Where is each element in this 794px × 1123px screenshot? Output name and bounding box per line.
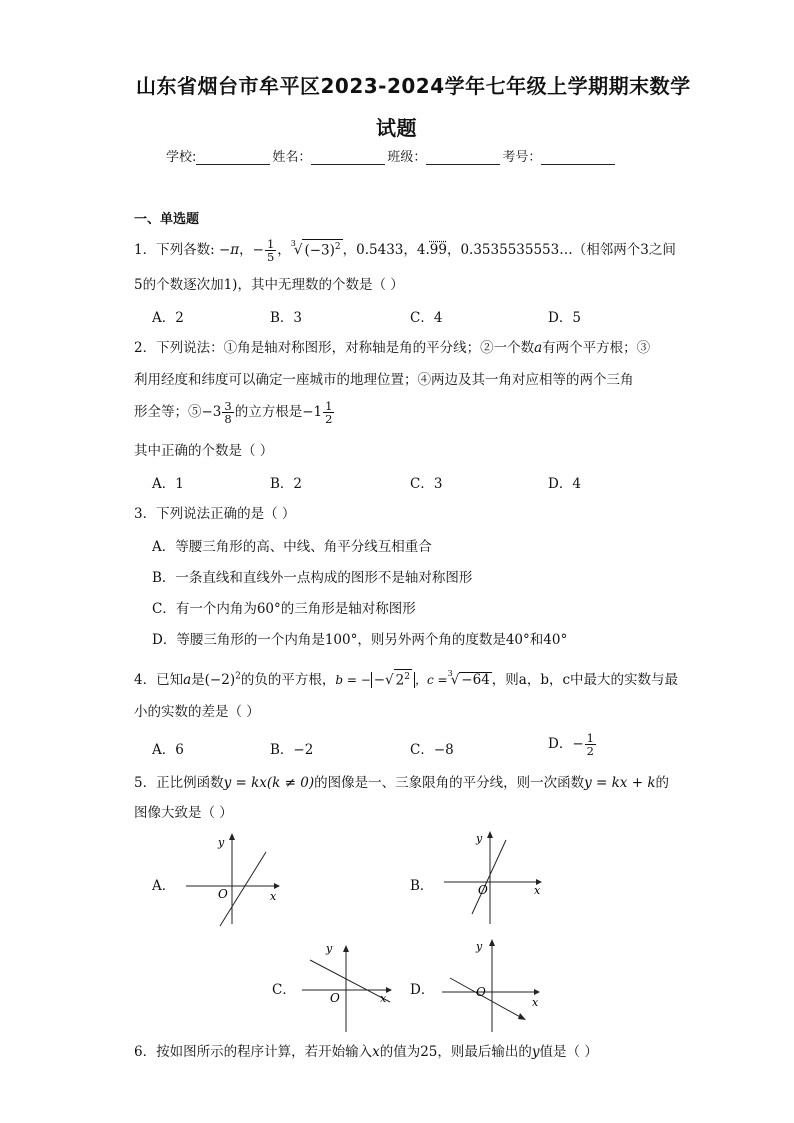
y-label: y bbox=[326, 942, 333, 955]
q1-option-c[interactable]: C．4 bbox=[410, 310, 443, 326]
question-4-line2: 小的实数的差是（ ） bbox=[134, 704, 260, 720]
question-4-line1: 4．已知a是$(-2)^2$的负的平方根，b = − −√ $2^2$ ，c =$^3$√ −64 ，则a，b，c中最大的实数与最 bbox=[134, 669, 679, 688]
q2-option-a[interactable]: A．1 bbox=[152, 476, 184, 492]
q2-frac-1-num: 3 bbox=[224, 399, 232, 413]
q4-option-d-frac bbox=[585, 732, 596, 757]
origin-label: O bbox=[218, 887, 228, 901]
q1-option-a[interactable]: A．2 bbox=[152, 310, 184, 326]
x-arrow-icon bbox=[386, 987, 392, 993]
q4-d-num: 1 bbox=[586, 731, 594, 745]
q4-b-radicand bbox=[394, 669, 412, 689]
student-info-line bbox=[166, 146, 617, 165]
q1-radicand-base: (−3) bbox=[304, 242, 335, 258]
q4-mid: 是 bbox=[191, 672, 205, 688]
class-label: 班级： bbox=[387, 150, 427, 165]
q6-var-x: x bbox=[372, 1044, 380, 1060]
q4-pre: 4．已知 bbox=[134, 672, 184, 688]
q4-post: 的负的平方根， bbox=[240, 672, 336, 688]
q2-frac-2-num: 1 bbox=[325, 399, 333, 413]
q4-base: (−2) bbox=[204, 672, 236, 688]
x-label: x bbox=[380, 992, 387, 1005]
y-label: y bbox=[476, 832, 483, 845]
origin-label: O bbox=[476, 985, 486, 999]
q1-sep-1: ， bbox=[239, 242, 253, 258]
y-arrow-icon bbox=[487, 831, 493, 838]
q2-option-b[interactable]: B．2 bbox=[270, 476, 303, 492]
q1-option-d[interactable]: D．5 bbox=[548, 310, 581, 326]
q2-frac-2-den: 2 bbox=[325, 412, 333, 426]
question-2-line2: 利用经度和纬度可以确定一座城市的地理位置；④两边及其一角对应相等的两个三角 bbox=[134, 372, 634, 388]
q2-frac-2 bbox=[323, 400, 334, 425]
y-label: y bbox=[476, 940, 483, 953]
q4-b-rad-exp: 2 bbox=[404, 671, 410, 682]
q1-neg-sign: − bbox=[252, 242, 264, 258]
q2-option-c[interactable]: C．3 bbox=[410, 476, 443, 492]
origin-label: O bbox=[330, 991, 340, 1005]
q1-frac-den: 5 bbox=[266, 250, 275, 264]
q4-option-d-label: D．− bbox=[548, 736, 584, 752]
question-5-line1 bbox=[134, 773, 669, 793]
q1-neg-pi: −π bbox=[218, 242, 240, 258]
x-arrow-icon bbox=[534, 989, 540, 995]
q2-line1-text: 2．下列说法：①角是轴对称图形，对称轴是角的平分线；②一个数 bbox=[134, 340, 535, 356]
q1-fraction bbox=[265, 238, 276, 263]
q5-graph-c[interactable] bbox=[296, 938, 400, 1036]
section-heading: 一、单选题 bbox=[134, 212, 200, 227]
q4-c-index: 3 bbox=[447, 669, 453, 678]
q4-c-radicand: −64 bbox=[461, 672, 490, 688]
q4-abs-value: −√ $2^2$ bbox=[371, 672, 415, 688]
q4-option-a[interactable]: A．6 bbox=[152, 742, 184, 758]
q1-radicand bbox=[302, 239, 342, 259]
question-1-line2: 5的个数逐次加1)，其中无理数的个数是（ ） bbox=[134, 277, 404, 293]
q5-option-a-label[interactable]: A． bbox=[152, 878, 176, 894]
q3-option-c[interactable]: C．有一个内角为60°的三角形是轴对称图形 bbox=[152, 601, 416, 617]
q4-c-eq: ，c = bbox=[415, 673, 448, 687]
name-blank bbox=[311, 150, 385, 165]
q5-option-c-label[interactable]: C． bbox=[272, 982, 296, 998]
q6-var-y: y bbox=[531, 1044, 540, 1060]
school-blank bbox=[196, 150, 270, 165]
question-2-line1 bbox=[134, 338, 650, 358]
function-line bbox=[310, 960, 390, 1002]
number-label: 考号： bbox=[502, 150, 542, 165]
y-label: y bbox=[218, 836, 225, 849]
y-arrow-icon bbox=[229, 833, 235, 840]
q4-exp: 2 bbox=[235, 671, 241, 682]
q1-radicand-exp: 2 bbox=[334, 241, 341, 252]
q2-line3-a: 形全等；⑤−3 bbox=[134, 404, 222, 420]
q5-func-1: y = kx(k ≠ 0) bbox=[223, 775, 315, 791]
q5-line1-b: 的图像是一、三象限角的平分线，则一次函数 bbox=[314, 775, 585, 791]
x-label: x bbox=[534, 884, 541, 897]
q1-stem: 1．下列各数: bbox=[134, 242, 215, 258]
number-blank bbox=[541, 150, 615, 165]
q2-option-d[interactable]: D．4 bbox=[548, 476, 581, 492]
function-line bbox=[472, 840, 506, 914]
q5-option-b-label[interactable]: B． bbox=[410, 878, 434, 894]
x-label: x bbox=[270, 890, 277, 903]
x-arrow-icon bbox=[274, 883, 280, 889]
exam-title-line2: 试题 bbox=[376, 116, 417, 140]
line-arrow-icon bbox=[518, 1013, 526, 1020]
q5-graph-d[interactable] bbox=[436, 934, 548, 1036]
q5-line1-a: 5．正比例函数 bbox=[134, 775, 224, 791]
q3-option-b[interactable]: B．一条直线和直线外一点构成的图形不是轴对称图形 bbox=[152, 570, 473, 586]
q4-var-a: a bbox=[183, 672, 192, 688]
q2-var-a: a bbox=[534, 340, 543, 356]
question-1-line1: 1．下列各数: −π，− $\frac{1}{5}$ ，$^3$√ $(-3)^2$ ，0.5433，4.99，0.3535535553…（相邻两个3之间 bbox=[134, 237, 676, 264]
question-3-stem: 3．下列说法正确的是（ ） bbox=[134, 506, 296, 522]
origin-label: O bbox=[478, 883, 488, 897]
q4-d-den: 2 bbox=[586, 744, 594, 758]
y-arrow-icon bbox=[489, 939, 495, 946]
q1-numbers-a: ，0.5433，4. bbox=[342, 242, 430, 258]
y-arrow-icon bbox=[343, 945, 349, 952]
q2-line3-b: 的立方根是−1 bbox=[234, 404, 323, 420]
school-label: 学校: bbox=[166, 150, 197, 165]
q1-frac-num: 1 bbox=[266, 237, 275, 251]
q6-stem-b: 的值为25，则最后输出的 bbox=[379, 1044, 532, 1060]
q1-repeating-digits: 99 bbox=[429, 242, 447, 258]
q5-graph-a[interactable] bbox=[180, 828, 284, 930]
q4-option-b[interactable]: B．−2 bbox=[270, 742, 314, 758]
exam-title-line1: 山东省烟台市牟平区2023-2024学年七年级上学期期末数学 bbox=[136, 74, 691, 98]
q2-line1-tail: 有两个平方根；③ bbox=[542, 340, 651, 356]
q4-option-d[interactable] bbox=[548, 732, 597, 757]
function-line bbox=[450, 978, 522, 1018]
q5-line1-c: 的 bbox=[655, 775, 669, 791]
class-blank bbox=[426, 150, 500, 165]
question-6-stem bbox=[134, 1042, 598, 1062]
x-label: x bbox=[532, 996, 539, 1009]
q6-stem-c: 值是（ ） bbox=[539, 1044, 598, 1060]
q2-frac-1 bbox=[222, 400, 233, 425]
q5-func-2: y = kx + k bbox=[584, 775, 656, 791]
q6-stem-a: 6．按如图所示的程序计算，若开始输入 bbox=[134, 1044, 373, 1060]
question-2-line3 bbox=[134, 400, 335, 425]
q4-b-rad-base: 2 bbox=[395, 672, 405, 688]
q2-frac-1-den: 8 bbox=[224, 412, 232, 426]
q4-option-c[interactable]: C．−8 bbox=[410, 742, 454, 758]
q4-tail: ，则a，b，c中最大的实数与最 bbox=[491, 672, 679, 688]
q3-option-d[interactable]: D．等腰三角形的一个内角是100°，则另外两个角的度数是40°和40° bbox=[152, 632, 568, 648]
q1-numbers-b: ，0.3535535553…（相邻两个3之间 bbox=[446, 242, 676, 258]
q5-graph-b[interactable] bbox=[438, 828, 548, 930]
q5-option-d-label[interactable]: D． bbox=[410, 982, 435, 998]
q1-sep-2: ， bbox=[277, 242, 291, 258]
name-label: 姓名： bbox=[272, 150, 312, 165]
question-2-line4: 其中正确的个数是（ ） bbox=[134, 443, 274, 459]
q3-option-a[interactable]: A．等腰三角形的高、中线、角平分线互相重合 bbox=[152, 539, 432, 555]
q4-b-eq: b = − bbox=[335, 673, 371, 687]
q1-cuberoot-index: 3 bbox=[290, 239, 296, 248]
question-5-line2: 图像大致是（ ） bbox=[134, 805, 233, 821]
q1-option-b[interactable]: B．3 bbox=[270, 310, 303, 326]
